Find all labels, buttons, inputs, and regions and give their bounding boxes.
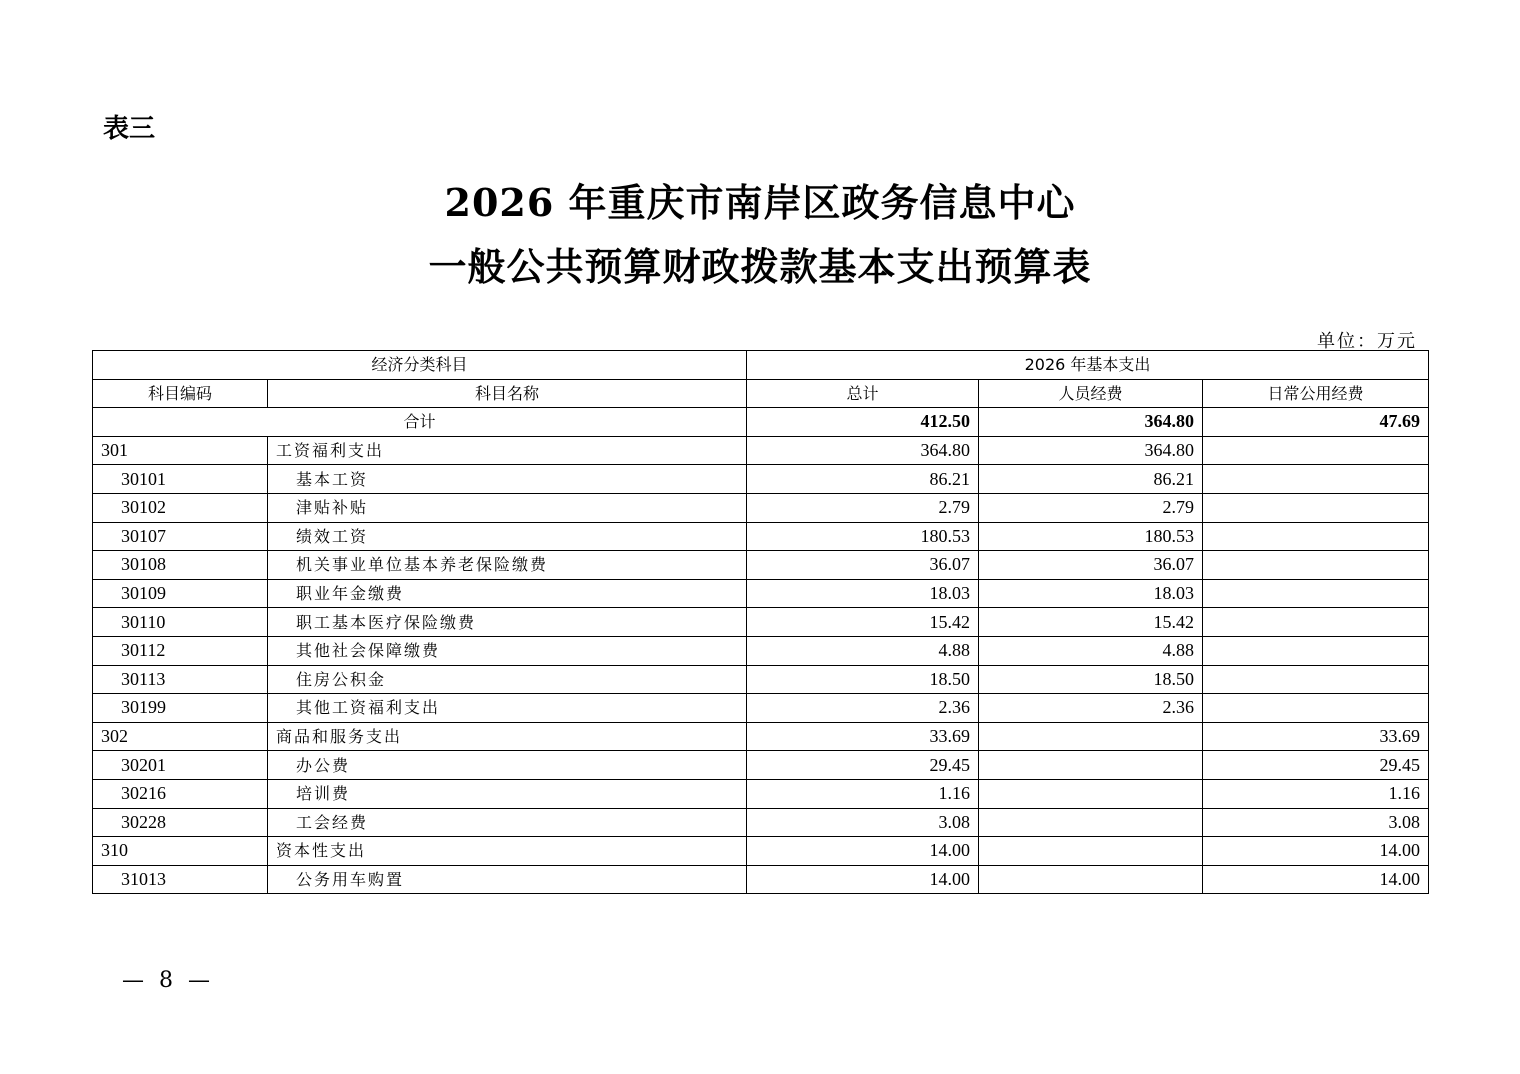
table-row: [93, 694, 1429, 723]
table-row: [93, 608, 1429, 637]
row-personnel: 364.80: [979, 436, 1203, 465]
row-personnel: 18.50: [979, 665, 1203, 694]
row-code: 30109: [93, 579, 268, 608]
row-public: [1203, 465, 1429, 494]
row-code: 30201: [93, 751, 268, 780]
row-total: 2.79: [747, 493, 979, 522]
budget-table: [92, 350, 1429, 894]
row-public: [1203, 694, 1429, 723]
row-total: 29.45: [747, 751, 979, 780]
row-personnel: [979, 837, 1203, 866]
row-personnel: 2.79: [979, 493, 1203, 522]
table-row: [93, 493, 1429, 522]
table-row: [93, 865, 1429, 894]
row-name: 绩效工资: [268, 522, 747, 551]
row-name: 基本工资: [268, 465, 747, 494]
row-total: 14.00: [747, 837, 979, 866]
row-public: [1203, 436, 1429, 465]
row-name: 培训费: [268, 779, 747, 808]
table-row: [93, 779, 1429, 808]
row-personnel: [979, 722, 1203, 751]
row-name: 其他工资福利支出: [268, 694, 747, 723]
row-total: 180.53: [747, 522, 979, 551]
row-personnel: 180.53: [979, 522, 1203, 551]
row-code: 30216: [93, 779, 268, 808]
row-name: 公务用车购置: [268, 865, 747, 894]
table-row: [93, 522, 1429, 551]
row-personnel: [979, 865, 1203, 894]
table-row: [93, 579, 1429, 608]
row-total: 4.88: [747, 636, 979, 665]
row-name: 津贴补贴: [268, 493, 747, 522]
row-code: 30113: [93, 665, 268, 694]
row-code: 30101: [93, 465, 268, 494]
row-total: 15.42: [747, 608, 979, 637]
header-row-1: [93, 351, 1429, 380]
row-name: 职工基本医疗保险缴费: [268, 608, 747, 637]
row-total: 14.00: [747, 865, 979, 894]
table-row: [93, 751, 1429, 780]
row-code: 30108: [93, 551, 268, 580]
row-code: 30107: [93, 522, 268, 551]
row-public: 29.45: [1203, 751, 1429, 780]
row-total: 2.36: [747, 694, 979, 723]
row-name: 工资福利支出: [268, 436, 747, 465]
row-personnel: 86.21: [979, 465, 1203, 494]
row-name: 职业年金缴费: [268, 579, 747, 608]
header-basic-expenditure: 2026 年基本支出: [747, 351, 1429, 380]
row-public: 33.69: [1203, 722, 1429, 751]
row-personnel: 4.88: [979, 636, 1203, 665]
row-total: 36.07: [747, 551, 979, 580]
table-row: [93, 636, 1429, 665]
row-public: 1.16: [1203, 779, 1429, 808]
table-row: [93, 436, 1429, 465]
table-row: [93, 465, 1429, 494]
row-personnel: 2.36: [979, 694, 1203, 723]
header-total: 总计: [747, 379, 979, 408]
row-public: [1203, 522, 1429, 551]
unit-label: 单位：万元: [1317, 331, 1417, 352]
row-code: 301: [93, 436, 268, 465]
row-personnel: [979, 779, 1203, 808]
row-total: 18.50: [747, 665, 979, 694]
row-name: 办公费: [268, 751, 747, 780]
table-row: [93, 665, 1429, 694]
row-code: 30110: [93, 608, 268, 637]
row-public: [1203, 579, 1429, 608]
row-code: 30199: [93, 694, 268, 723]
document-title-line-2: 一般公共预算财政拨款基本支出预算表: [428, 244, 1092, 289]
row-code: 30102: [93, 493, 268, 522]
row-public: [1203, 493, 1429, 522]
total-label: 合计: [93, 408, 747, 437]
row-personnel: 36.07: [979, 551, 1203, 580]
row-total: 18.03: [747, 579, 979, 608]
row-public: [1203, 608, 1429, 637]
row-code: 310: [93, 837, 268, 866]
header-personnel: 人员经费: [979, 379, 1203, 408]
row-public: [1203, 551, 1429, 580]
row-code: 30112: [93, 636, 268, 665]
table-row: [93, 808, 1429, 837]
row-name: 其他社会保障缴费: [268, 636, 747, 665]
row-name: 商品和服务支出: [268, 722, 747, 751]
row-total: 3.08: [747, 808, 979, 837]
row-name: 资本性支出: [268, 837, 747, 866]
total-total: 412.50: [747, 408, 979, 437]
total-row: [93, 408, 1429, 437]
table-label: 表三: [103, 114, 156, 144]
document-title-line-1: 2026 年重庆市南岸区政务信息中心: [444, 180, 1076, 225]
row-name: 工会经费: [268, 808, 747, 837]
row-personnel: 18.03: [979, 579, 1203, 608]
page-number: — 8 —: [122, 968, 214, 993]
table-row: [93, 551, 1429, 580]
table-row: [93, 837, 1429, 866]
header-code: 科目编码: [93, 379, 268, 408]
header-public: 日常公用经费: [1203, 379, 1429, 408]
table-row: [93, 722, 1429, 751]
row-code: 30228: [93, 808, 268, 837]
row-public: [1203, 636, 1429, 665]
row-total: 364.80: [747, 436, 979, 465]
row-personnel: [979, 808, 1203, 837]
row-total: 1.16: [747, 779, 979, 808]
total-public: 47.69: [1203, 408, 1429, 437]
row-public: [1203, 665, 1429, 694]
row-code: 31013: [93, 865, 268, 894]
row-total: 86.21: [747, 465, 979, 494]
header-row-2: [93, 379, 1429, 408]
row-code: 302: [93, 722, 268, 751]
row-personnel: 15.42: [979, 608, 1203, 637]
row-public: 14.00: [1203, 865, 1429, 894]
row-personnel: [979, 751, 1203, 780]
row-name: 住房公积金: [268, 665, 747, 694]
row-name: 机关事业单位基本养老保险缴费: [268, 551, 747, 580]
header-name: 科目名称: [268, 379, 747, 408]
header-economic-class: 经济分类科目: [93, 351, 747, 380]
row-total: 33.69: [747, 722, 979, 751]
row-public: 3.08: [1203, 808, 1429, 837]
row-public: 14.00: [1203, 837, 1429, 866]
total-personnel: 364.80: [979, 408, 1203, 437]
